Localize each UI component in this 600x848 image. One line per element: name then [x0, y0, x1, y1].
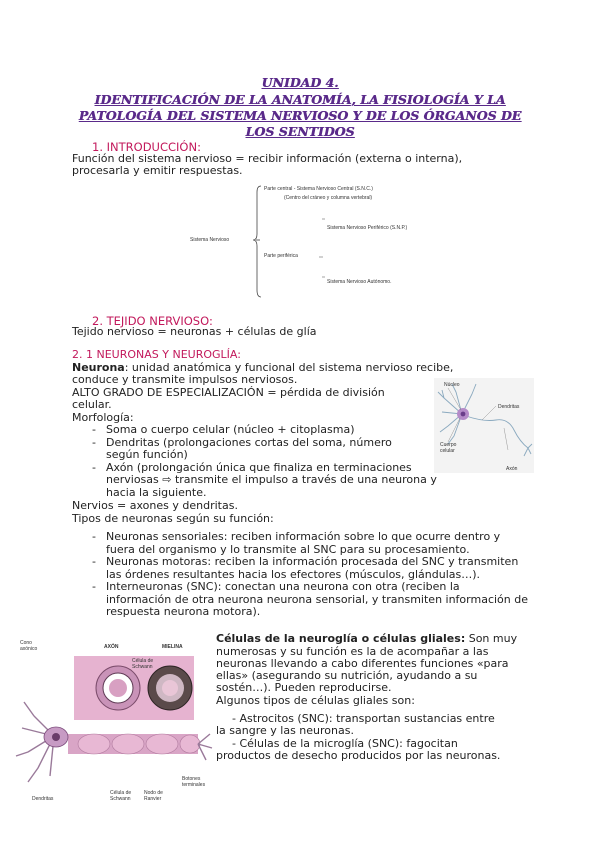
section-1-heading: 1. INTRODUCCIÓN:	[92, 140, 201, 154]
label-ranvier: Nodo de Ranvier	[144, 790, 163, 802]
label-axon: Axón	[506, 466, 518, 472]
label-axon-top: AXÓN	[104, 644, 119, 650]
neurona-term: Neurona	[72, 361, 125, 374]
section-2-1-heading: 2. 1 NEURONAS Y NEUROGLÍA:	[72, 348, 241, 361]
neuron-types-list	[88, 531, 528, 619]
morph-item-soma: - Soma o cuerpo celular (núcleo + citoplasma)	[88, 424, 406, 437]
intro-text-1: Función del sistema nervioso = recibir información (externa o interna),	[72, 152, 463, 165]
diagram-snp: Sistema Nervioso Periférico (S.N.P.)	[327, 225, 408, 231]
label-cono-axonico: Cono axónico	[20, 640, 38, 652]
label-botones: Botones terminales	[182, 776, 206, 788]
diagram-root-label: Sistema Nervioso	[190, 237, 230, 243]
nervios-text: Nervios = axones y dendritas.	[72, 499, 238, 512]
label-mielina: MIELINA	[162, 644, 183, 650]
label-schwann-bottom: Célula de Schwann	[110, 790, 132, 802]
section-2-heading: 2. TEJIDO NERVIOSO:	[92, 314, 213, 328]
type-sensorial: - Neuronas sensoriales: reciben información sobre lo que ocurre dentro y fuera del organismo y lo transmite al SNC para su procesamiento.	[88, 531, 528, 556]
title-line-2: PATOLOGÍA DEL SISTEMA NERVIOSO Y DE LOS ÓRGANOS DE	[78, 108, 522, 123]
alto-grado-2: celular.	[72, 398, 112, 411]
diagram-central-sub: (Centro del cráneo y columna vertebral)	[284, 195, 373, 201]
glia-line-5: sostén…). Pueden reproducirse.	[216, 681, 392, 694]
title-line-1: IDENTIFICACIÓN DE LA ANATOMÍA, LA FISIOLOGÍA Y LA	[94, 92, 506, 107]
morfologia-label: Morfología:	[72, 411, 134, 424]
type-interneurona: - Interneuronas (SNC): conectan una neurona con otra (reciben la información de otra neurona neurona sensorial, y transmiten información de respuesta neurona motora).	[88, 581, 528, 619]
morph-item-axon: - Axón (prolongación única que finaliza en terminaciones nerviosas ⇨ transmite el impulso a través de una neurona y hacia la siguiente.	[88, 462, 442, 500]
neuron-figure	[434, 378, 534, 473]
label-nucleo: Núcleo	[444, 382, 460, 388]
intro-text-2: procesarla y emitir respuestas.	[72, 164, 243, 177]
microglia-2: productos de desecho producidos por las neuronas.	[216, 749, 501, 762]
diagram-peripheral: Parte periférica	[264, 253, 298, 259]
glia-line-4: ellas» (asegurando su nutrición, ayudando a su	[216, 669, 478, 682]
glia-line-2: numerosas y su función es la de acompañar a las	[216, 645, 489, 658]
glia-line-1	[216, 633, 536, 646]
tipos-label: Tipos de neuronas según su función:	[72, 512, 274, 525]
glia-line-3: neuronas llevando a cabo diferentes funciones «para	[216, 657, 509, 670]
label-schwann-top: Célula de Schwann	[132, 658, 154, 670]
label-dendritas: Dendritas	[498, 404, 520, 410]
label-cuerpo-celular: Cuerpo celular	[440, 442, 457, 454]
diagram-sna: Sistema Nervioso Autónomo.	[327, 279, 392, 285]
nervous-system-diagram	[180, 180, 480, 305]
neurona-def-text: : unidad anatómica y funcional del sistema nervioso recibe,	[124, 361, 454, 374]
unit-title: UNIDAD 4.	[261, 75, 339, 90]
neurona-def-2: conduce y transmite impulsos nerviosos.	[72, 373, 298, 386]
diagram-central: Parte central - Sistema Nervioso Central (S.N.C.)	[264, 186, 373, 192]
astrocitos-1: - Astrocitos (SNC): transportan sustancias entre	[232, 712, 495, 725]
glia-types-label: Algunos tipos de células gliales son:	[216, 694, 415, 707]
alto-grado-1: ALTO GRADO DE ESPECIALIZACIÓN = pérdida de división	[72, 386, 385, 399]
glia-line-1-text: Son muy	[465, 632, 518, 645]
glia-term: Células de la neuroglía o células gliales:	[216, 632, 466, 645]
morph-item-dendritas: - Dendritas (prolongaciones cortas del soma, número según función)	[88, 437, 411, 462]
type-motora: - Neuronas motoras: reciben la información procesada del SNC y transmiten las órdenes resultantes hacia los efectores (músculos, glándulas…).	[88, 556, 528, 581]
neuron-drawing	[434, 378, 534, 473]
morphology-list	[88, 424, 438, 499]
astrocitos-2: la sangre y las neuronas.	[216, 724, 354, 737]
title-line-3: LOS SENTIDOS	[245, 124, 355, 139]
tejido-text: Tejido nervioso = neuronas + células de glía	[72, 325, 317, 338]
microglia-1: - Células de la microglía (SNC): fagocitan	[232, 737, 458, 750]
label-dendritas-bottom: Dendritas	[32, 796, 54, 802]
myelin-figure	[14, 636, 214, 806]
